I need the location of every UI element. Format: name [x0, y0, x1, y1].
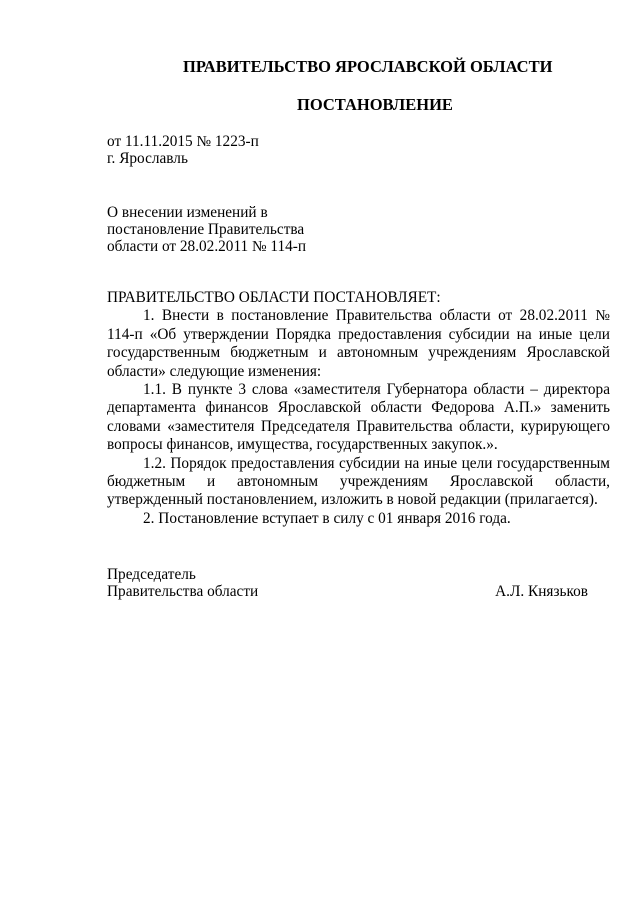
- subject-line: О внесении изменений в: [107, 204, 268, 221]
- body-preamble: ПРАВИТЕЛЬСТВО ОБЛАСТИ ПОСТАНОВЛЯЕТ:: [107, 289, 441, 306]
- document-date-number: от 11.11.2015 № 1223-п: [107, 133, 259, 150]
- subject-line: области от 28.02.2011 № 114-п: [107, 238, 307, 255]
- subject-line: постановление Правительства: [107, 221, 305, 238]
- government-heading: ПРАВИТЕЛЬСТВО ЯРОСЛАВСКОЙ ОБЛАСТИ: [183, 57, 553, 76]
- signatory-title: Председатель: [107, 566, 196, 583]
- document-type-heading: ПОСТАНОВЛЕНИЕ: [297, 95, 453, 114]
- body-paragraph-2: 2. Постановление вступает в силу с 01 января 2016 года.: [143, 509, 511, 527]
- document-city: г. Ярославль: [107, 150, 188, 167]
- body-paragraph-1-2: 1.2. Порядок предоставления субсидии на иные цели государственным бюджетным и автономным учреждениям Ярославской области, утвержденный постановлением, изложить в новой редакции (прилагается).: [107, 454, 610, 509]
- body-paragraph-1: 1. Внести в постановление Правительства области от 28.02.2011 № 114-п «Об утверждении Порядка предоставления субсидии на иные цели государственным бюджетным и автономным учреждениям Ярославской области» следующие изменения:: [107, 307, 610, 380]
- signatory-name: А.Л. Князьков: [495, 583, 588, 600]
- signatory-title: Правительства области: [107, 583, 259, 600]
- body-paragraph-1-1: 1.1. В пункте 3 слова «заместителя Губернатора области – директора департамента финансов Ярославской области Федорова А.П.» заменить словами «заместителя Председателя Правительства области, курирующего вопросы финансов, имущества, государственных закупок.».: [107, 381, 610, 454]
- document-body: [107, 289, 610, 528]
